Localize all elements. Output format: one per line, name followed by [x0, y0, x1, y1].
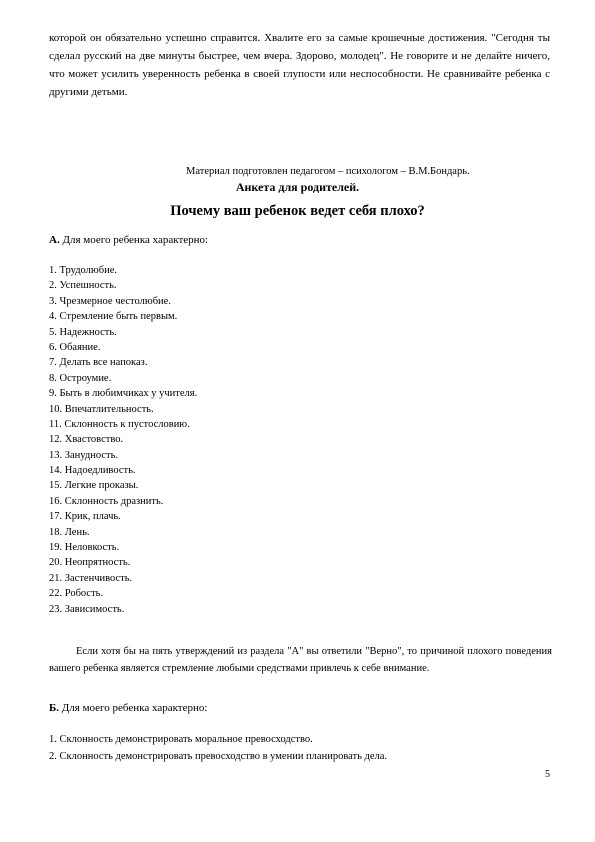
list-item: 3. Чрезмерное честолюбие.: [49, 295, 171, 307]
section-b-heading: [49, 701, 207, 716]
list-item: 13. Занудность.: [49, 449, 119, 461]
section-b-letter: Б.: [49, 702, 60, 714]
list-item: 18. Лень.: [49, 526, 90, 538]
intro-paragraph: которой он обязательно успешно справится. Хвалите его за самые крошечные достижения. "Сегодня ты сделал русский на две минуты быстрее, чем вчера. Здорово, молодец". Не говорите и не делайте ничего, что может усилить уверенность ребенка в своей глупости или неспособности. Не сравнивайте ребенка с другими детьми.: [49, 32, 550, 98]
section-a-heading-text: Для моего ребенка характерно:: [62, 234, 209, 246]
page-number: 5: [545, 769, 550, 780]
list-item: 11. Склонность к пустословию.: [49, 418, 190, 430]
list-item: 5. Надежность.: [49, 326, 117, 338]
section-a-letter: А.: [49, 234, 60, 246]
section-a-conclusion: Если хотя бы на пять утверждений из раздела "А" вы ответили "Верно", то причиной плохого поведения вашего ребенка является стремление любыми средствами привлечь к себе внимание.: [49, 646, 552, 674]
list-item: 7. Делать все напоказ.: [49, 357, 148, 369]
list-item: 17. Крик, плачь.: [49, 511, 121, 523]
list-item: 1. Склонность демонстрировать моральное превосходство.: [49, 734, 313, 745]
list-item: 12. Хвастовство.: [49, 434, 124, 446]
list-item: 10. Впечатлительность.: [49, 403, 154, 415]
page-title: Почему ваш ребенок ведет себя плохо?: [170, 203, 425, 219]
list-item: 2. Успешность.: [49, 280, 117, 292]
list-item: 16. Склонность дразнить.: [49, 495, 164, 507]
list-item: 6. Обаяние.: [49, 341, 101, 353]
list-item: 21. Застенчивость.: [49, 572, 133, 584]
list-item: 2. Склонность демонстрировать превосходство в умении планировать дела.: [49, 751, 388, 762]
list-item: 4. Стремление быть первым.: [49, 311, 178, 323]
list-item: 1. Трудолюбие.: [49, 265, 117, 276]
list-item: 9. Быть в любимчиках у учителя.: [49, 388, 198, 400]
author-credit: Материал подготовлен педагогом – психологом – В.М.Бондарь.: [186, 166, 470, 177]
section-b-list: [49, 731, 387, 765]
questionnaire-label: Анкета для родителей.: [235, 180, 360, 194]
list-item: 23. Зависимость.: [49, 603, 125, 615]
list-item: 14. Надоедливость.: [49, 465, 136, 477]
section-a-list: [49, 263, 197, 617]
list-item: 8. Остроумие.: [49, 372, 112, 384]
section-a-heading: [49, 233, 208, 248]
section-b-heading-text: Для моего ребенка характерно:: [61, 702, 208, 714]
list-item: 22. Робость.: [49, 588, 104, 600]
list-item: 19. Неловкость.: [49, 542, 120, 554]
list-item: 15. Легкие проказы.: [49, 480, 139, 492]
list-item: 20. Неопрятность.: [49, 557, 131, 569]
